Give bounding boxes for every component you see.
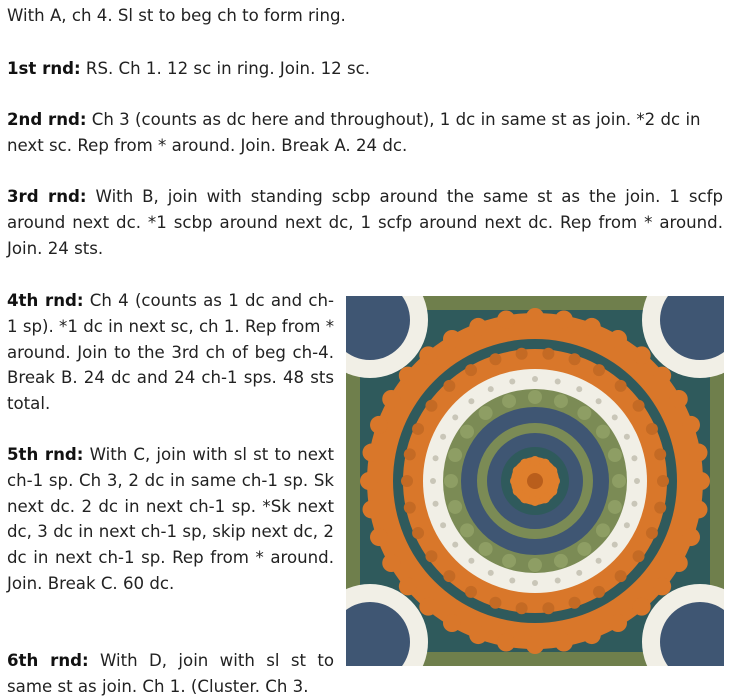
- sage-cluster: [448, 500, 462, 514]
- round-6-paragraph: [7, 648, 334, 700]
- cream-stitch: [624, 522, 630, 528]
- sage-cluster: [608, 500, 622, 514]
- orange-petal: [399, 367, 417, 385]
- orange-puff: [425, 550, 437, 562]
- cream-stitch: [430, 478, 436, 484]
- cream-stitch: [631, 455, 637, 461]
- cream-stitch: [596, 398, 602, 404]
- center-petal: [550, 476, 560, 486]
- orange-petal: [633, 598, 651, 616]
- center-petal: [540, 459, 550, 469]
- orange-petal: [633, 346, 651, 364]
- orange-petal: [443, 614, 461, 632]
- center-petal: [520, 493, 530, 503]
- center-petal: [520, 459, 530, 469]
- cream-stitch: [532, 580, 538, 586]
- cream-stitch: [596, 558, 602, 564]
- cream-stitch: [612, 542, 618, 548]
- cream-stitch: [452, 414, 458, 420]
- center-petal: [540, 493, 550, 503]
- orange-petal: [360, 472, 378, 490]
- sage-cluster: [608, 448, 622, 462]
- cream-stitch: [509, 379, 515, 385]
- orange-petal: [382, 554, 400, 572]
- orange-petal: [399, 577, 417, 595]
- orange-puff: [443, 380, 455, 392]
- sage-cluster: [444, 474, 458, 488]
- orange-petal: [682, 528, 700, 546]
- sage-cluster: [596, 523, 610, 537]
- cream-stitch: [624, 434, 630, 440]
- orange-puff: [542, 602, 554, 614]
- intro-paragraph: [7, 3, 723, 29]
- orange-petal: [497, 310, 515, 328]
- cream-stitch: [612, 414, 618, 420]
- round-3-paragraph: [7, 184, 723, 261]
- crochet-granny-square-photo: [346, 296, 724, 666]
- sage-cluster: [596, 425, 610, 439]
- orange-puff: [489, 353, 501, 365]
- round-1-paragraph: [7, 56, 723, 82]
- orange-petal: [609, 330, 627, 348]
- center-petal: [547, 486, 557, 496]
- cream-stitch: [468, 558, 474, 564]
- orange-petal: [583, 318, 601, 336]
- round-5-text: With C, join with sl st to next ch-1 sp. Ch 3, 2 dc in same ch-1 sp. Sk next dc. 2 dc in next ch-1 sp. *Sk next dc, 3 dc in next ch-1 sp, skip next dc, 2 dc in next ch-1 sp. Rep from * around. Join. Break C. 60 dc.: [7, 445, 334, 593]
- orange-puff: [646, 527, 658, 539]
- sage-cluster: [528, 390, 542, 404]
- round-4-label: 4th rnd:: [7, 291, 84, 310]
- round-5-paragraph: [7, 442, 334, 597]
- sage-cluster: [460, 425, 474, 439]
- orange-puff: [569, 353, 581, 365]
- orange-puff: [615, 380, 627, 392]
- sage-cluster: [502, 554, 516, 568]
- orange-petal: [555, 310, 573, 328]
- orange-petal: [370, 416, 388, 434]
- orange-petal: [526, 636, 544, 654]
- orange-petal: [609, 614, 627, 632]
- orange-puff: [542, 348, 554, 360]
- orange-puff: [516, 348, 528, 360]
- round-2-paragraph: [7, 107, 723, 159]
- round-1-text: RS. Ch 1. 12 sc in ring. Join. 12 sc.: [80, 59, 371, 78]
- cream-stitch: [576, 386, 582, 392]
- orange-puff: [401, 475, 413, 487]
- orange-puff: [633, 400, 645, 412]
- orange-petal: [692, 472, 710, 490]
- round-4-text: Ch 4 (counts as 1 dc and ch-1 sp). *1 dc in next sc, ch 1. Rep from * around. Join to the 3rd ch of beg ch-4. Break B. 24 dc and 24 ch-1 sps. 48 sts total.: [7, 291, 334, 414]
- center-petal: [530, 496, 540, 506]
- orange-petal: [497, 634, 515, 652]
- round-6-label: 6th rnd:: [7, 651, 89, 670]
- round-4-paragraph: [7, 288, 334, 417]
- sage-cluster: [502, 394, 516, 408]
- center-petal: [530, 456, 540, 466]
- crochet-square-illustration: [346, 296, 724, 666]
- orange-puff: [412, 423, 424, 435]
- orange-puff: [489, 597, 501, 609]
- cream-stitch: [440, 434, 446, 440]
- orange-puff: [412, 527, 424, 539]
- orange-petal: [469, 626, 487, 644]
- sage-cluster: [528, 558, 542, 572]
- sage-cluster: [554, 554, 568, 568]
- orange-petal: [670, 390, 688, 408]
- center-petal: [510, 476, 520, 486]
- sage-cluster: [612, 474, 626, 488]
- orange-puff: [443, 570, 455, 582]
- center-petal: [513, 486, 523, 496]
- orange-petal: [443, 330, 461, 348]
- round-6-text: With D, join with sl st to same st as join. Ch 1. (Cluster. Ch 3.: [7, 651, 334, 696]
- round-2-text: Ch 3 (counts as dc here and throughout), 1 dc in same st as join. *2 dc in next sc. Rep from * around. Join. Break A. 24 dc.: [7, 110, 701, 155]
- orange-puff: [657, 475, 669, 487]
- center-hole: [527, 473, 543, 489]
- orange-puff: [646, 423, 658, 435]
- cream-stitch: [576, 570, 582, 576]
- orange-petal: [689, 500, 707, 518]
- sage-cluster: [577, 406, 591, 420]
- orange-petal: [363, 500, 381, 518]
- cream-stitch: [433, 501, 439, 507]
- orange-petal: [555, 634, 573, 652]
- round-3-label: 3rd rnd:: [7, 187, 87, 206]
- cream-stitch: [509, 577, 515, 583]
- cream-stitch: [433, 455, 439, 461]
- cream-stitch: [452, 542, 458, 548]
- orange-puff: [569, 597, 581, 609]
- orange-petal: [419, 346, 437, 364]
- orange-petal: [670, 554, 688, 572]
- sage-cluster: [448, 448, 462, 462]
- orange-petal: [469, 318, 487, 336]
- round-2-label: 2nd rnd:: [7, 110, 87, 129]
- orange-petal: [653, 367, 671, 385]
- orange-puff: [615, 570, 627, 582]
- orange-puff: [425, 400, 437, 412]
- orange-petal: [583, 626, 601, 644]
- orange-puff: [465, 364, 477, 376]
- orange-petal: [419, 598, 437, 616]
- sage-cluster: [554, 394, 568, 408]
- round-3-text: With B, join with standing scbp around the same st as the join. 1 scfp around next dc. *1 scbp around next dc, 1 scfp around next dc. Rep from * around. Join. 24 sts.: [7, 187, 723, 258]
- orange-petal: [653, 577, 671, 595]
- orange-puff: [654, 502, 666, 514]
- cream-stitch: [555, 577, 561, 583]
- orange-petal: [363, 444, 381, 462]
- round-1-label: 1st rnd:: [7, 59, 81, 78]
- sage-cluster: [479, 542, 493, 556]
- cream-stitch: [488, 386, 494, 392]
- orange-puff: [516, 602, 528, 614]
- cream-stitch: [488, 570, 494, 576]
- center-petal: [513, 466, 523, 476]
- orange-petal: [689, 444, 707, 462]
- center-petal: [547, 466, 557, 476]
- cream-stitch: [555, 379, 561, 385]
- orange-petal: [682, 416, 700, 434]
- orange-puff: [654, 448, 666, 460]
- cream-stitch: [468, 398, 474, 404]
- cream-stitch: [440, 522, 446, 528]
- orange-petal: [370, 528, 388, 546]
- orange-petal: [526, 308, 544, 326]
- orange-puff: [633, 550, 645, 562]
- paragraph-text: With A, ch 4. Sl st to beg ch to form ring.: [7, 6, 346, 25]
- orange-puff: [404, 502, 416, 514]
- cream-stitch: [631, 501, 637, 507]
- cream-stitch: [532, 376, 538, 382]
- sage-cluster: [479, 406, 493, 420]
- round-5-label: 5th rnd:: [7, 445, 84, 464]
- orange-petal: [382, 390, 400, 408]
- sage-cluster: [460, 523, 474, 537]
- sage-cluster: [577, 542, 591, 556]
- orange-puff: [465, 586, 477, 598]
- cream-stitch: [634, 478, 640, 484]
- orange-puff: [593, 586, 605, 598]
- orange-puff: [593, 364, 605, 376]
- orange-puff: [404, 448, 416, 460]
